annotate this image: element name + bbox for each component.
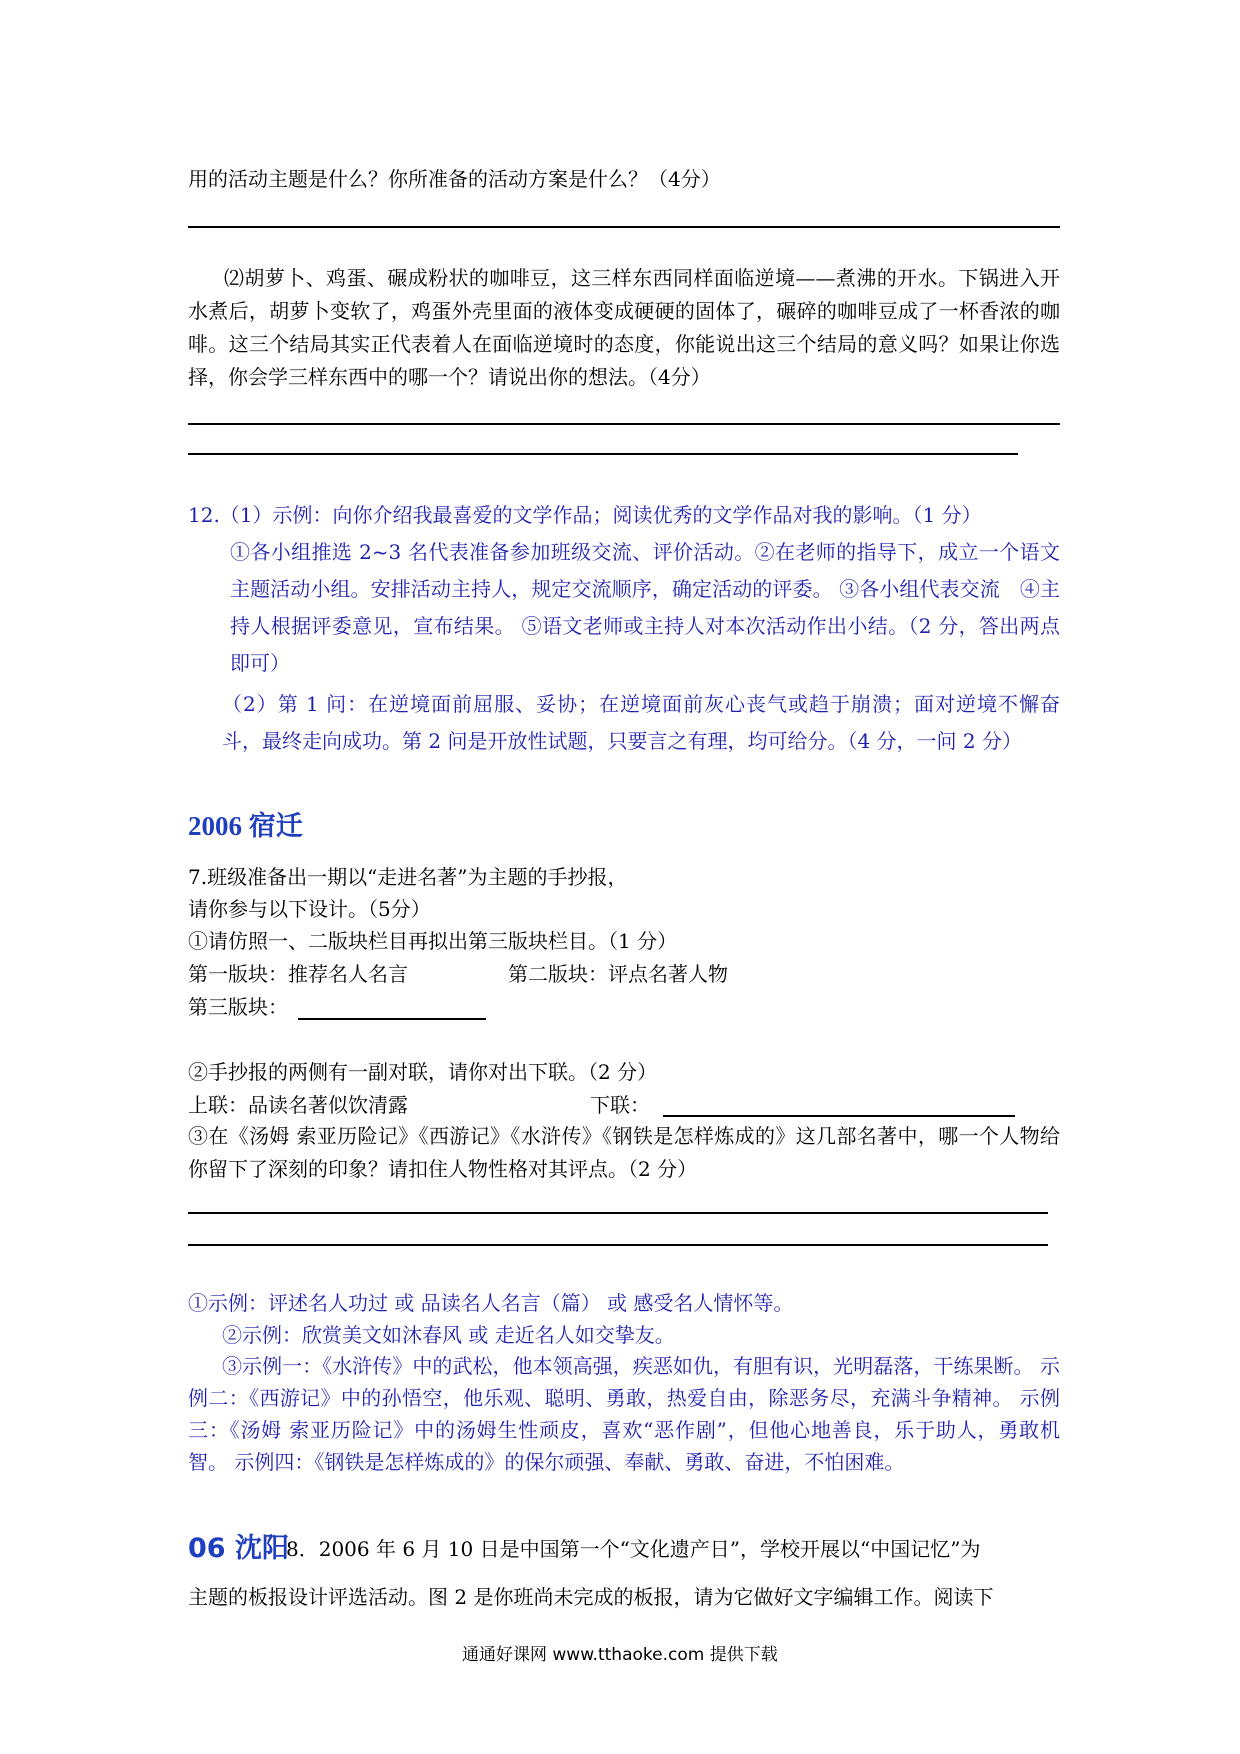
answer-line bbox=[188, 1244, 1048, 1246]
q11-line-top: 用的活动主题是什么？你所准备的活动方案是什么？（4分） bbox=[188, 167, 721, 191]
q7-part1: ①请仿照一、二版块栏目再拟出第三版块栏目。（1 分） bbox=[188, 929, 678, 953]
footer: 通通好课网 www.tthaoke.com 提供下载 bbox=[462, 1645, 778, 1665]
answer-line bbox=[663, 1115, 1015, 1117]
q8-line2: 主题的板报设计评选活动。图 2 是你班尚未完成的板报，请为它做好文字编辑工作。阅读下 bbox=[188, 1585, 994, 1609]
answer-7-1: ①示例：评述名人功过 或 品读名人名言（篇） 或 感受名人情怀等。 bbox=[188, 1291, 794, 1315]
q7-intro-2: 请你参与以下设计。（5分） bbox=[188, 897, 431, 921]
answer-12-steps: ①各小组推选 2~3 名代表准备参加班级交流、评价活动。②在老师的指导下，成立一个语文主题活动小组。安排活动主持人，规定交流顺序，确定活动的评委。 ③各小组代表交流 ④主持人根据评委意见，宣布结果。 ⑤语文老师或主持人对本次活动作出小结。（2 分，答出两点即可） bbox=[230, 540, 1060, 675]
answer-line bbox=[188, 423, 1060, 425]
answer-7-3: ③示例一：《水浒传》中的武松，他本领高强，疾恶如仇，有胆有识，光明磊落，干练果断。 示例二：《西游记》中的孙悟空，他乐观、聪明、勇敢，热爱自由，除恶务尽，充满斗争精神。 示例三：《汤姆 索亚历险记》中的汤姆生性顽皮，喜欢“恶作剧”，但他心地善良，乐于助人，勇敢机智。 示例四：《钢铁是怎样炼成的》的保尔顽强、奉献、勇敢、奋进，不怕困难。 bbox=[188, 1354, 1060, 1474]
couplet-up: 上联：品读名著似饮清露 bbox=[188, 1093, 408, 1117]
board-1: 第一版块：推荐名人名言 bbox=[188, 962, 408, 986]
answer-line bbox=[188, 453, 1018, 455]
answer-line bbox=[188, 1212, 1048, 1214]
answer-line bbox=[188, 226, 1060, 228]
answer-line bbox=[298, 1018, 486, 1020]
q7-part3: ③在《汤姆 索亚历险记》《西游记》《水浒传》《钢铁是怎样炼成的》这几部名著中，哪一个人物给你留下了深刻的印象？请扣住人物性格对其评点。（2 分） bbox=[188, 1124, 1060, 1181]
q11-part2: ⑵胡萝卜、鸡蛋、碾成粉状的咖啡豆，这三样东西同样面临逆境——煮沸的开水。下锅进入开水煮后，胡萝卜变软了，鸡蛋外壳里面的液体变成硬硬的固体了，碾碎的咖啡豆成了一杯香浓的咖啡。这三个结局其实正代表着人在面临逆境时的态度，你能说出这三个结局的意义吗？如果让你选择，你会学三样东西中的哪一个？请说出你的想法。（4分） bbox=[188, 266, 1060, 389]
answer-12-line1: 12.（1）示例：向你介绍我最喜爱的文学作品；阅读优秀的文学作品对我的影响。（1 分） bbox=[188, 503, 982, 527]
q8-line1: 8．2006 年 6 月 10 日是中国第一个“文化遗产日”，学校开展以“中国记忆”为 bbox=[286, 1537, 981, 1561]
answer-12-part2: （2）第 1 问：在逆境面前屈服、妥协；在逆境面前灰心丧气或趋于崩溃；面对逆境不懈奋斗，最终走向成功。第 2 问是开放性试题，只要言之有理，均可给分。（4 分，一问 2 分） bbox=[222, 692, 1060, 753]
answer-7-2: ②示例：欣赏美文如沐春风 或 走近名人如交挚友。 bbox=[222, 1323, 675, 1347]
q7-intro: 7.班级准备出一期以“走进名著”为主题的手抄报， bbox=[188, 865, 628, 889]
board-2: 第二版块：评点名著人物 bbox=[508, 962, 728, 986]
couplet-down: 下联： bbox=[590, 1093, 650, 1117]
q7-part2: ②手抄报的两侧有一副对联，请你对出下联。（2 分） bbox=[188, 1060, 658, 1084]
section-heading-2006: 2006 宿迁 bbox=[188, 811, 303, 841]
section-heading-06: 06 沈阳 bbox=[188, 1533, 289, 1564]
board-3: 第三版块： bbox=[188, 995, 288, 1019]
